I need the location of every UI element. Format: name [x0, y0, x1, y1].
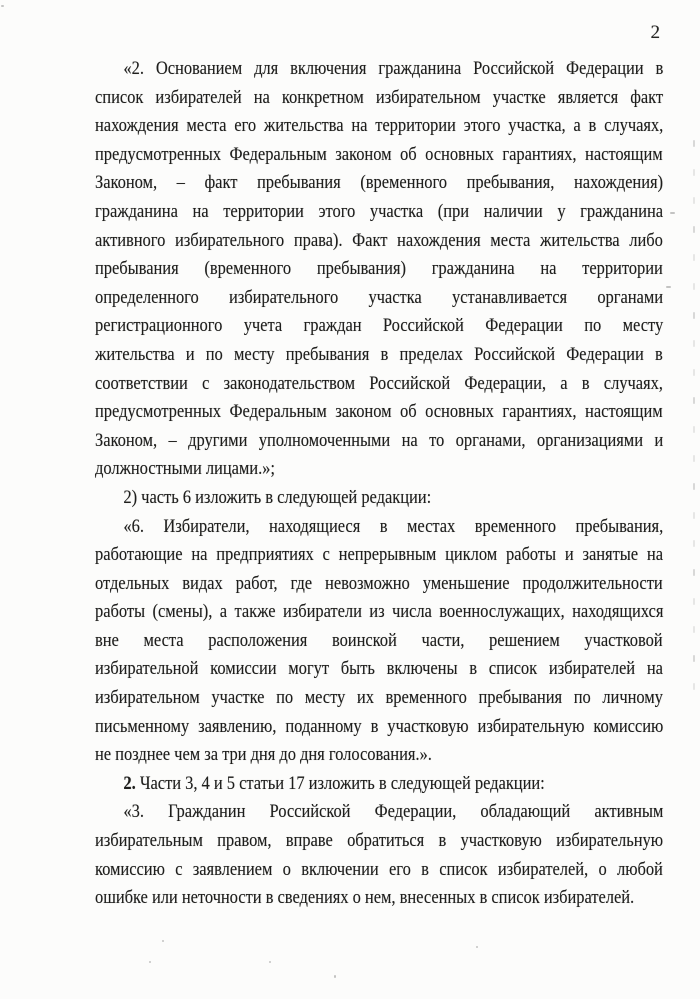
- paragraph: [95, 484, 663, 513]
- scan-speck: [334, 975, 336, 978]
- scan-speck: [162, 940, 164, 942]
- text-line-content: комиссию с заявлением о включении его в список избирателей, о любой: [95, 859, 663, 880]
- text-line: [95, 598, 663, 627]
- document-body: [95, 55, 663, 913]
- scan-speck: [269, 961, 271, 963]
- scan-dash: [693, 426, 695, 433]
- text-line-content: письменному заявлению, поданному в участковую избирательную комиссию: [95, 716, 664, 737]
- text-line-content: избирательной комиссии могут быть включены в список избирателей на: [95, 659, 663, 680]
- text-line: [95, 684, 663, 713]
- scan-speck: [670, 212, 675, 214]
- text-line-content: гражданина на территории этого участка (при наличии у гражданина: [95, 201, 664, 222]
- text-line: [95, 770, 663, 799]
- scan-speck: [149, 961, 151, 963]
- text-line-content: не позднее чем за три дня до дня голосования.».: [95, 745, 432, 766]
- scan-dash: [693, 369, 695, 376]
- text-line: [95, 827, 663, 856]
- scan-dash: [693, 655, 695, 662]
- scan-dash: [693, 254, 695, 261]
- text-line-content: регистрационного учета граждан Российской Федерации по месту: [95, 316, 664, 337]
- text-line: [95, 741, 663, 770]
- scan-speck: [666, 286, 671, 288]
- text-line: [95, 427, 663, 456]
- scan-dash: [693, 626, 695, 633]
- paragraph: [95, 513, 663, 770]
- scan-dash: [693, 226, 695, 233]
- text-line-content: активного избирательного права). Факт нахождения места жительства либо: [95, 230, 663, 251]
- text-line-content: избирательном участке по месту их временного пребывания по личному: [95, 688, 663, 709]
- scan-dash: [693, 569, 695, 576]
- text-line: [95, 570, 663, 599]
- scan-dash: [693, 140, 695, 147]
- paragraph: [95, 770, 663, 799]
- text-line-content: «6. Избиратели, находящиеся в местах временного пребывания,: [123, 516, 664, 537]
- text-line: [95, 484, 663, 513]
- text-line-content: Законом, – факт пребывания (временного пребывания, нахождения): [95, 173, 664, 194]
- text-line-content: 2) часть 6 изложить в следующей редакции:: [123, 487, 432, 508]
- scan-dash: [693, 283, 695, 290]
- scan-dash: [693, 397, 695, 404]
- text-line-content: ошибке или неточности в сведениях о нем, внесенных в список избирателей.: [95, 888, 635, 909]
- text-line-content: вне места расположения воинской части, решением участковой: [95, 630, 663, 651]
- text-line: [95, 341, 663, 370]
- scan-dash: [693, 455, 695, 462]
- text-line: [95, 55, 663, 84]
- text-line-content: «2. Основанием для включения гражданина Российской Федерации в: [123, 59, 664, 79]
- text-line-content: нахождения места его жительства на территории этого участка, а в случаях,: [95, 116, 664, 137]
- text-line: [95, 198, 663, 227]
- text-line: [95, 713, 663, 742]
- text-line: [95, 169, 663, 198]
- scan-dash: [693, 483, 695, 490]
- scan-dash: [693, 598, 695, 605]
- scan-speck: [476, 946, 478, 948]
- text-line-content: Законом, – другими уполномоченными на то органами, организациями и: [95, 430, 664, 451]
- text-line-content: жительства и по месту пребывания в пределах Российской Федерации в: [95, 344, 663, 365]
- text-line-content: список избирателей на конкретном избирательном участке является факт: [95, 87, 664, 108]
- text-line-content: «3. Гражданин Российской Федерации, обладающий активным: [123, 802, 664, 823]
- paragraph-number-bold: 2.: [123, 773, 140, 794]
- text-line: [95, 884, 663, 913]
- scan-dash: [693, 312, 695, 319]
- paragraph: [95, 798, 663, 912]
- text-line-content: работы (смены), а также избиратели из числа военнослужащих, находящихся: [95, 602, 664, 623]
- text-line: [95, 84, 663, 113]
- text-line: [95, 398, 663, 427]
- scan-dash: [693, 169, 695, 176]
- text-line: [95, 856, 663, 885]
- text-line: [95, 370, 663, 399]
- text-line-content: предусмотренных Федеральным законом об основных гарантиях, настоящим: [95, 144, 663, 165]
- text-line: [95, 227, 663, 256]
- scan-speck: [1, 5, 4, 7]
- scan-dash: [693, 340, 695, 347]
- text-line-content: избирательным правом, вправе обратиться в участковую избирательную: [95, 831, 663, 852]
- text-line: [95, 798, 663, 827]
- text-line: [95, 312, 663, 341]
- text-line-content: пребывания (временного пребывания) гражданина на территории: [95, 259, 663, 280]
- text-line: [95, 112, 663, 141]
- text-line-content: определенного избирательного участка устанавливается органами: [95, 287, 664, 308]
- text-line: [95, 655, 663, 684]
- text-line: [95, 513, 663, 542]
- text-line-content: соответствии с законодательством Российской Федерации, а в случаях,: [95, 373, 663, 394]
- scan-dash: [693, 683, 695, 690]
- text-line: [95, 141, 663, 170]
- scan-dash: [693, 197, 695, 204]
- scan-dash: [693, 512, 695, 519]
- scan-dash: [693, 540, 695, 547]
- text-line: [95, 284, 663, 313]
- text-line-content: предусмотренных Федеральным законом об основных гарантиях, настоящим: [95, 402, 663, 423]
- text-line: [95, 541, 663, 570]
- text-line: [95, 627, 663, 656]
- text-line-content: отдельных видах работ, где невозможно уменьшение продолжительности: [95, 573, 663, 594]
- text-line-content: 2. Части 3, 4 и 5 статьи 17 изложить в следующей редакции:: [123, 773, 545, 794]
- text-line: [95, 255, 663, 284]
- text-line-content: должностными лицами.»;: [95, 459, 275, 480]
- page-number: 2: [650, 22, 660, 43]
- text-line: [95, 455, 663, 484]
- paragraph: [95, 55, 663, 484]
- text-line-content: работающие на предприятиях с непрерывным циклом работы и занятые на: [95, 545, 663, 566]
